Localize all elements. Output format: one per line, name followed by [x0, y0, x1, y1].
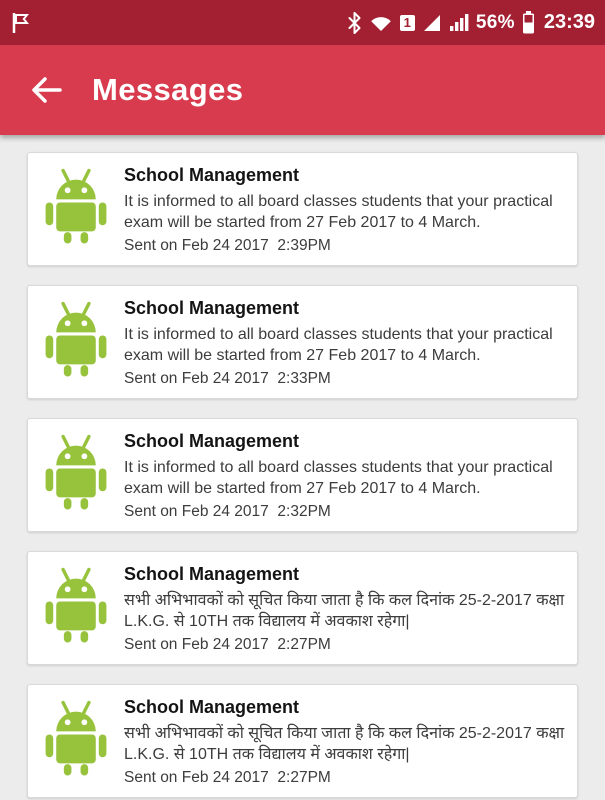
message-card[interactable] — [27, 418, 578, 532]
back-arrow-icon[interactable] — [26, 70, 66, 110]
android-robot-icon — [36, 564, 116, 648]
message-timestamp: Sent on Feb 24 2017 2:27PM — [124, 635, 331, 653]
signal-triangle-icon — [422, 13, 442, 33]
message-content — [116, 163, 565, 255]
message-content — [116, 562, 565, 654]
wifi-icon — [369, 13, 393, 33]
status-bar — [0, 0, 605, 45]
android-robot-icon — [36, 431, 116, 515]
signal-bars-icon — [449, 13, 469, 33]
android-robot-icon — [36, 697, 116, 781]
flag-icon — [10, 11, 32, 35]
battery-percent: 56% — [475, 11, 515, 33]
message-timestamp: Sent on Feb 24 2017 2:39PM — [124, 236, 331, 254]
message-content — [116, 695, 565, 787]
message-sender: School Management — [124, 564, 300, 584]
message-list — [0, 135, 605, 798]
message-content — [116, 296, 565, 388]
page-title: Messages — [92, 72, 244, 107]
message-card[interactable] — [27, 285, 578, 399]
message-body: It is informed to all board classes students that your practical exam will be started from 27 Feb 2017 to 4 March. — [124, 326, 553, 365]
sim-badge: 1 — [400, 15, 415, 31]
message-timestamp: Sent on Feb 24 2017 2:33PM — [124, 369, 331, 387]
message-content — [116, 429, 565, 521]
message-card[interactable] — [27, 551, 578, 665]
message-sender: School Management — [124, 298, 300, 318]
message-card[interactable] — [27, 152, 578, 266]
message-body: It is informed to all board classes students that your practical exam will be started from 27 Feb 2017 to 4 March. — [124, 193, 553, 232]
android-robot-icon — [36, 298, 116, 382]
message-card[interactable] — [27, 684, 578, 798]
message-body: सभी अभिभावकों को सूचित किया जाता है कि कल दिनांक 25-2-2017 कक्षा L.K.G. से 10TH तक विद्यालय में अवकाश रहेगा| — [124, 592, 565, 631]
battery-icon — [522, 11, 535, 34]
bluetooth-icon — [347, 12, 362, 34]
message-body: सभी अभिभावकों को सूचित किया जाता है कि कल दिनांक 25-2-2017 कक्षा L.K.G. से 10TH तक विद्यालय में अवकाश रहेगा| — [124, 725, 565, 764]
app-bar — [0, 45, 605, 135]
message-timestamp: Sent on Feb 24 2017 2:27PM — [124, 768, 331, 786]
message-sender: School Management — [124, 431, 300, 451]
android-robot-icon — [36, 165, 116, 249]
message-sender: School Management — [124, 165, 300, 185]
message-sender: School Management — [124, 697, 300, 717]
message-body: It is informed to all board classes students that your practical exam will be started from 27 Feb 2017 to 4 March. — [124, 459, 553, 498]
status-time: 23:39 — [543, 11, 595, 33]
message-timestamp: Sent on Feb 24 2017 2:32PM — [124, 502, 331, 520]
